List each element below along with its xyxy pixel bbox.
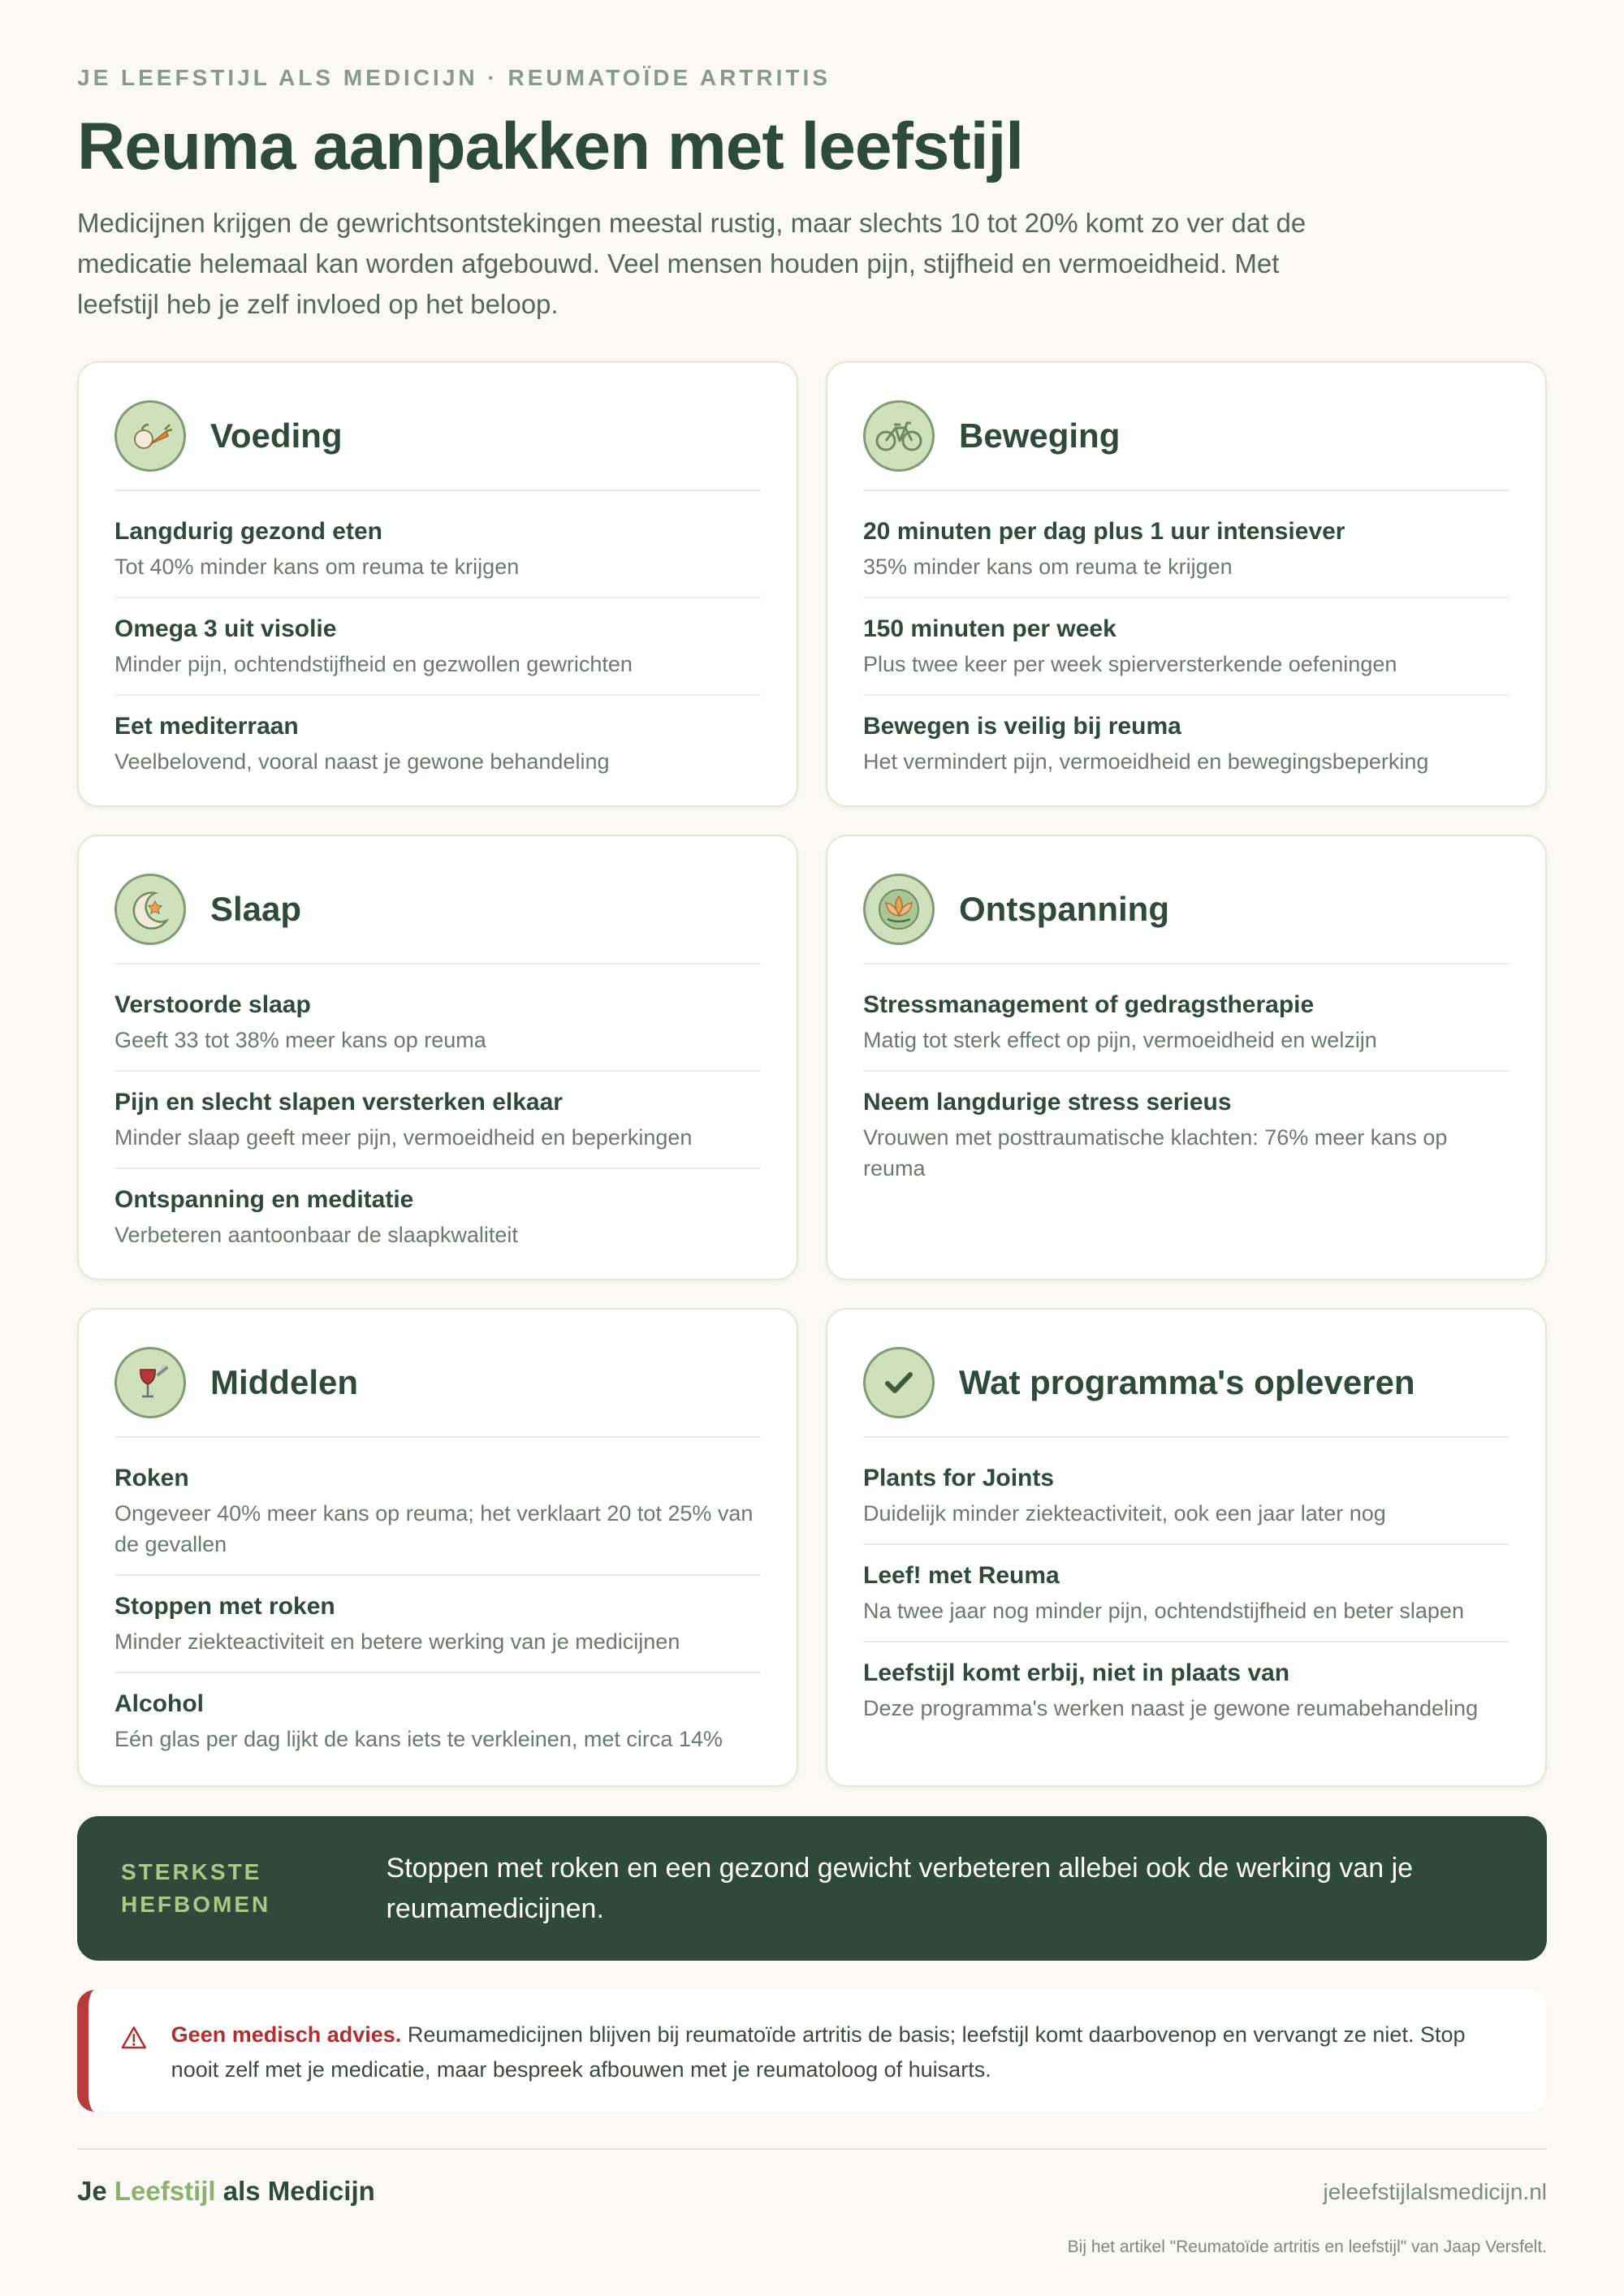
card-middelen (77, 1308, 798, 1787)
page-title: Reuma aanpakken met leefstijl (77, 110, 1024, 183)
list-item (863, 1642, 1510, 1738)
list-item (114, 501, 761, 598)
article-credit: Bij het artikel "Reumatoïde artritis en leefstijl" van Jaap Versfelt. (1067, 2238, 1547, 2256)
card-slaap (77, 835, 798, 1280)
list-item (114, 1673, 761, 1769)
card-beweging (826, 361, 1547, 807)
list-item (114, 1576, 761, 1673)
brand-accent: Leefstijl (114, 2176, 216, 2206)
item-text: Eén glas per dag lijkt de kans iets te verkleinen, met circa 14% (114, 1727, 723, 1751)
card-header (863, 1344, 1510, 1438)
card-title: Middelen (210, 1363, 359, 1401)
list-item (114, 1072, 761, 1169)
item-text: Ongeveer 40% meer kans op reuma; het verklaart 20 tot 25% van de gevallen (114, 1501, 754, 1556)
card-title: Wat programma's opleveren (959, 1363, 1415, 1401)
site-url: jeleefstijlalsmedicijn.nl (1323, 2179, 1547, 2204)
item-text: 35% minder kans om reuma te krijgen (863, 555, 1233, 579)
item-text: Na twee jaar nog minder pijn, ochtendstijfheid en beter slapen (863, 1599, 1464, 1623)
bicycle-icon (863, 400, 935, 472)
card-header (863, 870, 1510, 965)
item-text: Veelbelovend, vooral naast je gewone behandeling (114, 749, 610, 774)
item-title: Bewegen is veilig bij reuma (863, 713, 1181, 740)
list-item (863, 598, 1510, 696)
list-item (863, 974, 1510, 1072)
card-title: Ontspanning (959, 890, 1169, 928)
item-title: Eet mediterraan (114, 713, 299, 740)
card-header (114, 397, 761, 491)
item-title: Roken (114, 1465, 189, 1491)
item-title: Pijn en slecht slapen versterken elkaar (114, 1089, 563, 1116)
checkmark-icon (863, 1347, 935, 1418)
card-header (114, 870, 761, 965)
item-title: Leef! met Reuma (863, 1562, 1060, 1589)
item-title: Omega 3 uit visolie (114, 615, 337, 642)
item-text: Het vermindert pijn, vermoeidheid en bewegingsbeperking (863, 749, 1429, 774)
item-title: Leefstijl komt erbij, niet in plaats van (863, 1659, 1290, 1686)
list-item (114, 1448, 761, 1576)
banner-label-line: HEFBOMEN (121, 1892, 271, 1917)
item-text: Minder ziekteactiviteit en betere werking van je medicijnen (114, 1629, 680, 1654)
list-item (114, 974, 761, 1072)
food-icon (114, 400, 186, 472)
card-programmas (826, 1308, 1547, 1787)
list-item (114, 1169, 761, 1265)
moon-icon (114, 874, 186, 945)
item-text: Matig tot sterk effect op pijn, vermoeidheid en welzijn (863, 1028, 1377, 1052)
banner-label-line: STERKSTE (121, 1859, 262, 1884)
item-title: Stoppen met roken (114, 1593, 335, 1620)
card-header (863, 397, 1510, 491)
page (77, 65, 1547, 2256)
brand-logo (77, 2176, 375, 2207)
key-message-banner (77, 1816, 1547, 1961)
item-text: Minder slaap geeft meer pijn, vermoeidheid en beperkingen (114, 1125, 693, 1150)
lotus-icon (863, 874, 935, 945)
item-text: Minder pijn, ochtendstijfheid en gezwollen gewrichten (114, 652, 633, 676)
warning-icon (121, 2018, 147, 2058)
list-item (114, 598, 761, 696)
card-header (114, 1344, 761, 1438)
item-text: Duidelijk minder ziekteactiviteit, ook een jaar later nog (863, 1501, 1386, 1526)
list-item (863, 696, 1510, 792)
disclaimer-body: Reumamedicijnen blijven bij reumatoïde artritis de basis; leefstijl komt daarbovenop en vervangt ze niet. Stop nooit zelf met je medicatie, maar bespreek afbouwen met je reumatoloog of huisarts. (171, 2022, 1466, 2082)
item-title: Verstoorde slaap (114, 991, 311, 1018)
item-text: Vrouwen met posttraumatische klachten: 76% meer kans op reuma (863, 1125, 1448, 1180)
banner-label (121, 1856, 387, 1921)
item-text: Verbeteren aantoonbaar de slaapkwaliteit (114, 1223, 518, 1247)
item-text: Geeft 33 tot 38% meer kans op reuma (114, 1028, 486, 1052)
item-title: Stressmanagement of gedragstherapie (863, 991, 1315, 1018)
card-ontspanning (826, 835, 1547, 1280)
disclaimer-strong: Geen medisch advies. (171, 2022, 402, 2047)
item-text: Plus twee keer per week spierversterkende oefeningen (863, 652, 1397, 676)
item-title: Neem langdurige stress serieus (863, 1089, 1232, 1116)
list-item (863, 1545, 1510, 1642)
wine-cigarette-icon (114, 1347, 186, 1418)
item-title: 20 minuten per dag plus 1 uur intensiever (863, 518, 1345, 545)
card-title: Slaap (210, 890, 302, 928)
list-item (863, 501, 1510, 598)
item-title: Ontspanning en meditatie (114, 1186, 414, 1213)
card-voeding (77, 361, 798, 807)
intro-text: Medicijnen krijgen de gewrichtsontstekingen meestal rustig, maar slechts 10 tot 20% komt zo ver dat de medicatie helemaal kan worden afgebouwd. Veel mensen houden pijn, stijfheid en vermoeidheid. Met leefstijl heb je zelf invloed op het beloop. (77, 208, 1307, 319)
item-title: 150 minuten per week (863, 615, 1116, 642)
brand-pre: Je (77, 2176, 114, 2206)
medical-disclaimer (77, 1990, 1547, 2112)
kicker: JE LEEFSTIJL ALS MEDICIJN · REUMATOÏDE ARTRITIS (77, 65, 831, 90)
card-title: Beweging (959, 416, 1121, 455)
banner-text: Stoppen met roken en een gezond gewicht verbeteren allebei ook de werking van je reumamedicijnen. (386, 1853, 1414, 1924)
item-title: Plants for Joints (863, 1465, 1055, 1491)
item-title: Langdurig gezond eten (114, 518, 382, 545)
card-grid (77, 361, 1547, 1787)
list-item (114, 696, 761, 792)
brand-post: als Medicijn (215, 2176, 375, 2206)
item-title: Alcohol (114, 1690, 204, 1717)
card-title: Voeding (210, 416, 343, 455)
footer-divider (77, 2148, 1547, 2150)
item-text: Deze programma's werken naast je gewone reumabehandeling (863, 1696, 1479, 1720)
disclaimer-text (171, 2018, 1514, 2087)
list-item (863, 1448, 1510, 1545)
list-item (863, 1072, 1510, 1198)
item-text: Tot 40% minder kans om reuma te krijgen (114, 555, 520, 579)
